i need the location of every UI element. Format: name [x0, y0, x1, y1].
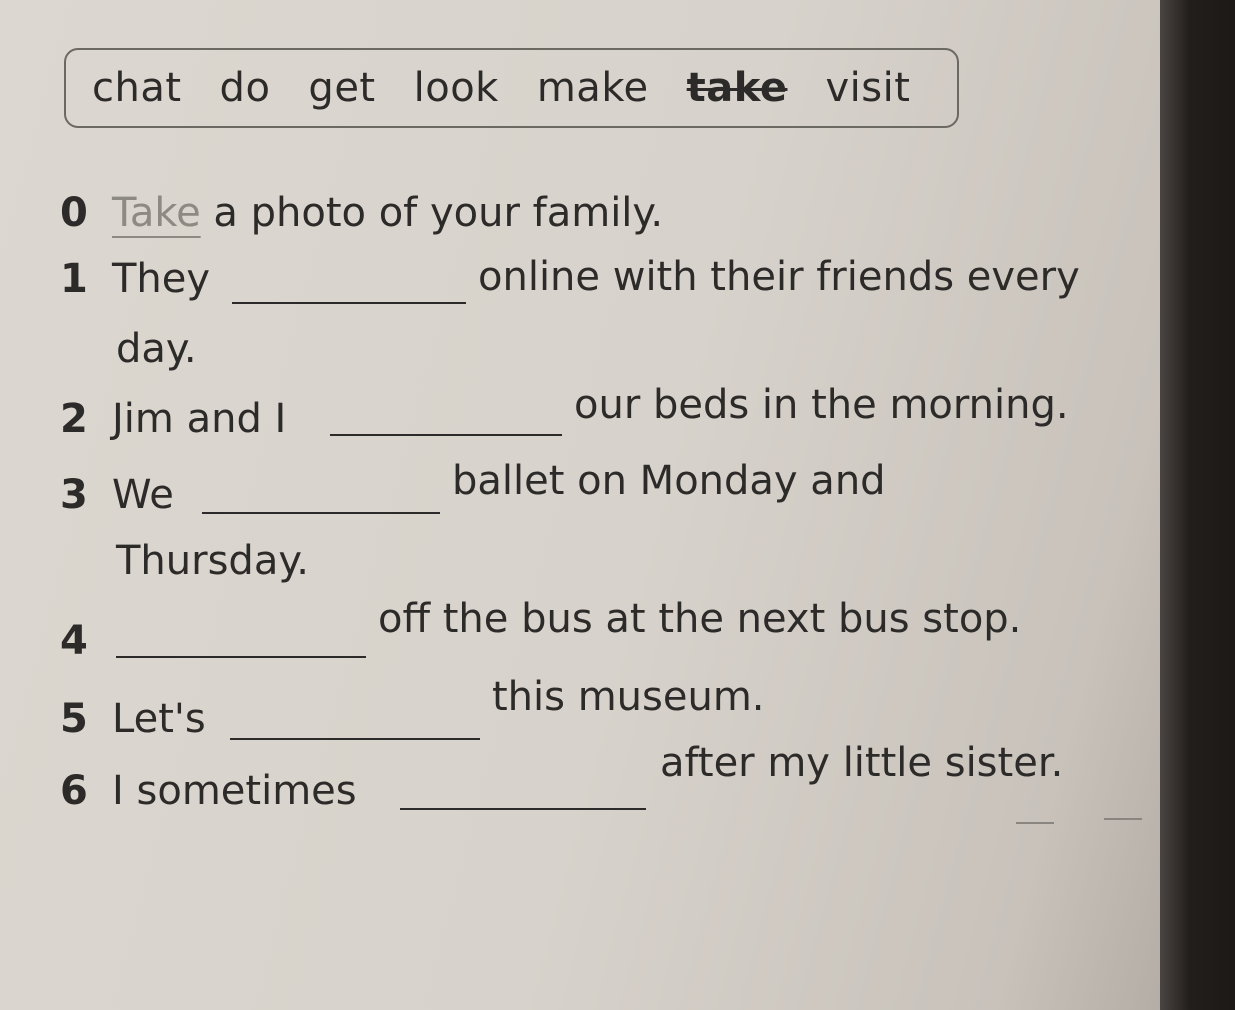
item-number: 0 [60, 190, 88, 236]
word-look: look [413, 65, 499, 111]
item-text-before: They [112, 256, 211, 302]
item-text-before: Let's [112, 696, 206, 742]
dash-mark [1104, 818, 1142, 820]
word-make: make [536, 65, 649, 111]
exercise-item-0 [60, 190, 663, 236]
item-text-after: ballet on Monday and [452, 458, 886, 504]
item-number: 6 [60, 768, 88, 814]
exercise-item-6 [60, 768, 357, 814]
word-visit: visit [825, 65, 911, 111]
item-number: 5 [60, 696, 88, 742]
item-number: 4 [60, 618, 88, 664]
item-text: a photo of your family. [213, 190, 664, 236]
dash-mark [1016, 822, 1054, 824]
exercise-item-5 [60, 696, 206, 742]
word-chat: chat [92, 65, 182, 111]
example-answer: Take [112, 190, 201, 236]
item-continuation: Thursday. [116, 538, 310, 584]
word-take-struck: take [686, 65, 788, 111]
exercise-item-3 [60, 472, 174, 518]
item-text-after: this museum. [492, 674, 765, 720]
answer-blank-5[interactable] [230, 738, 480, 740]
item-text-before: We [112, 472, 174, 518]
item-text-after: our beds in the morning. [574, 382, 1069, 428]
item-continuation: day. [116, 326, 197, 372]
exercise-item-4 [60, 618, 112, 664]
answer-blank-3[interactable] [202, 512, 440, 514]
answer-blank-4[interactable] [116, 656, 366, 658]
item-text-before: Jim and I [112, 396, 287, 442]
word-bank-box [64, 48, 959, 128]
exercise-item-2 [60, 396, 286, 442]
item-text-after: off the bus at the next bus stop. [378, 596, 1022, 642]
answer-blank-1[interactable] [232, 302, 466, 304]
answer-blank-6[interactable] [400, 808, 646, 810]
word-do: do [219, 65, 271, 111]
word-get: get [308, 65, 376, 111]
answer-blank-2[interactable] [330, 434, 562, 436]
item-text-after: after my little sister. [660, 740, 1064, 786]
item-text-after: online with their friends every [478, 254, 1080, 300]
item-number: 3 [60, 472, 88, 518]
item-number: 2 [60, 396, 88, 442]
page-shadow [1160, 0, 1235, 1010]
item-text-before: I sometimes [112, 768, 357, 814]
item-number: 1 [60, 256, 88, 302]
exercise-item-1 [60, 256, 210, 302]
